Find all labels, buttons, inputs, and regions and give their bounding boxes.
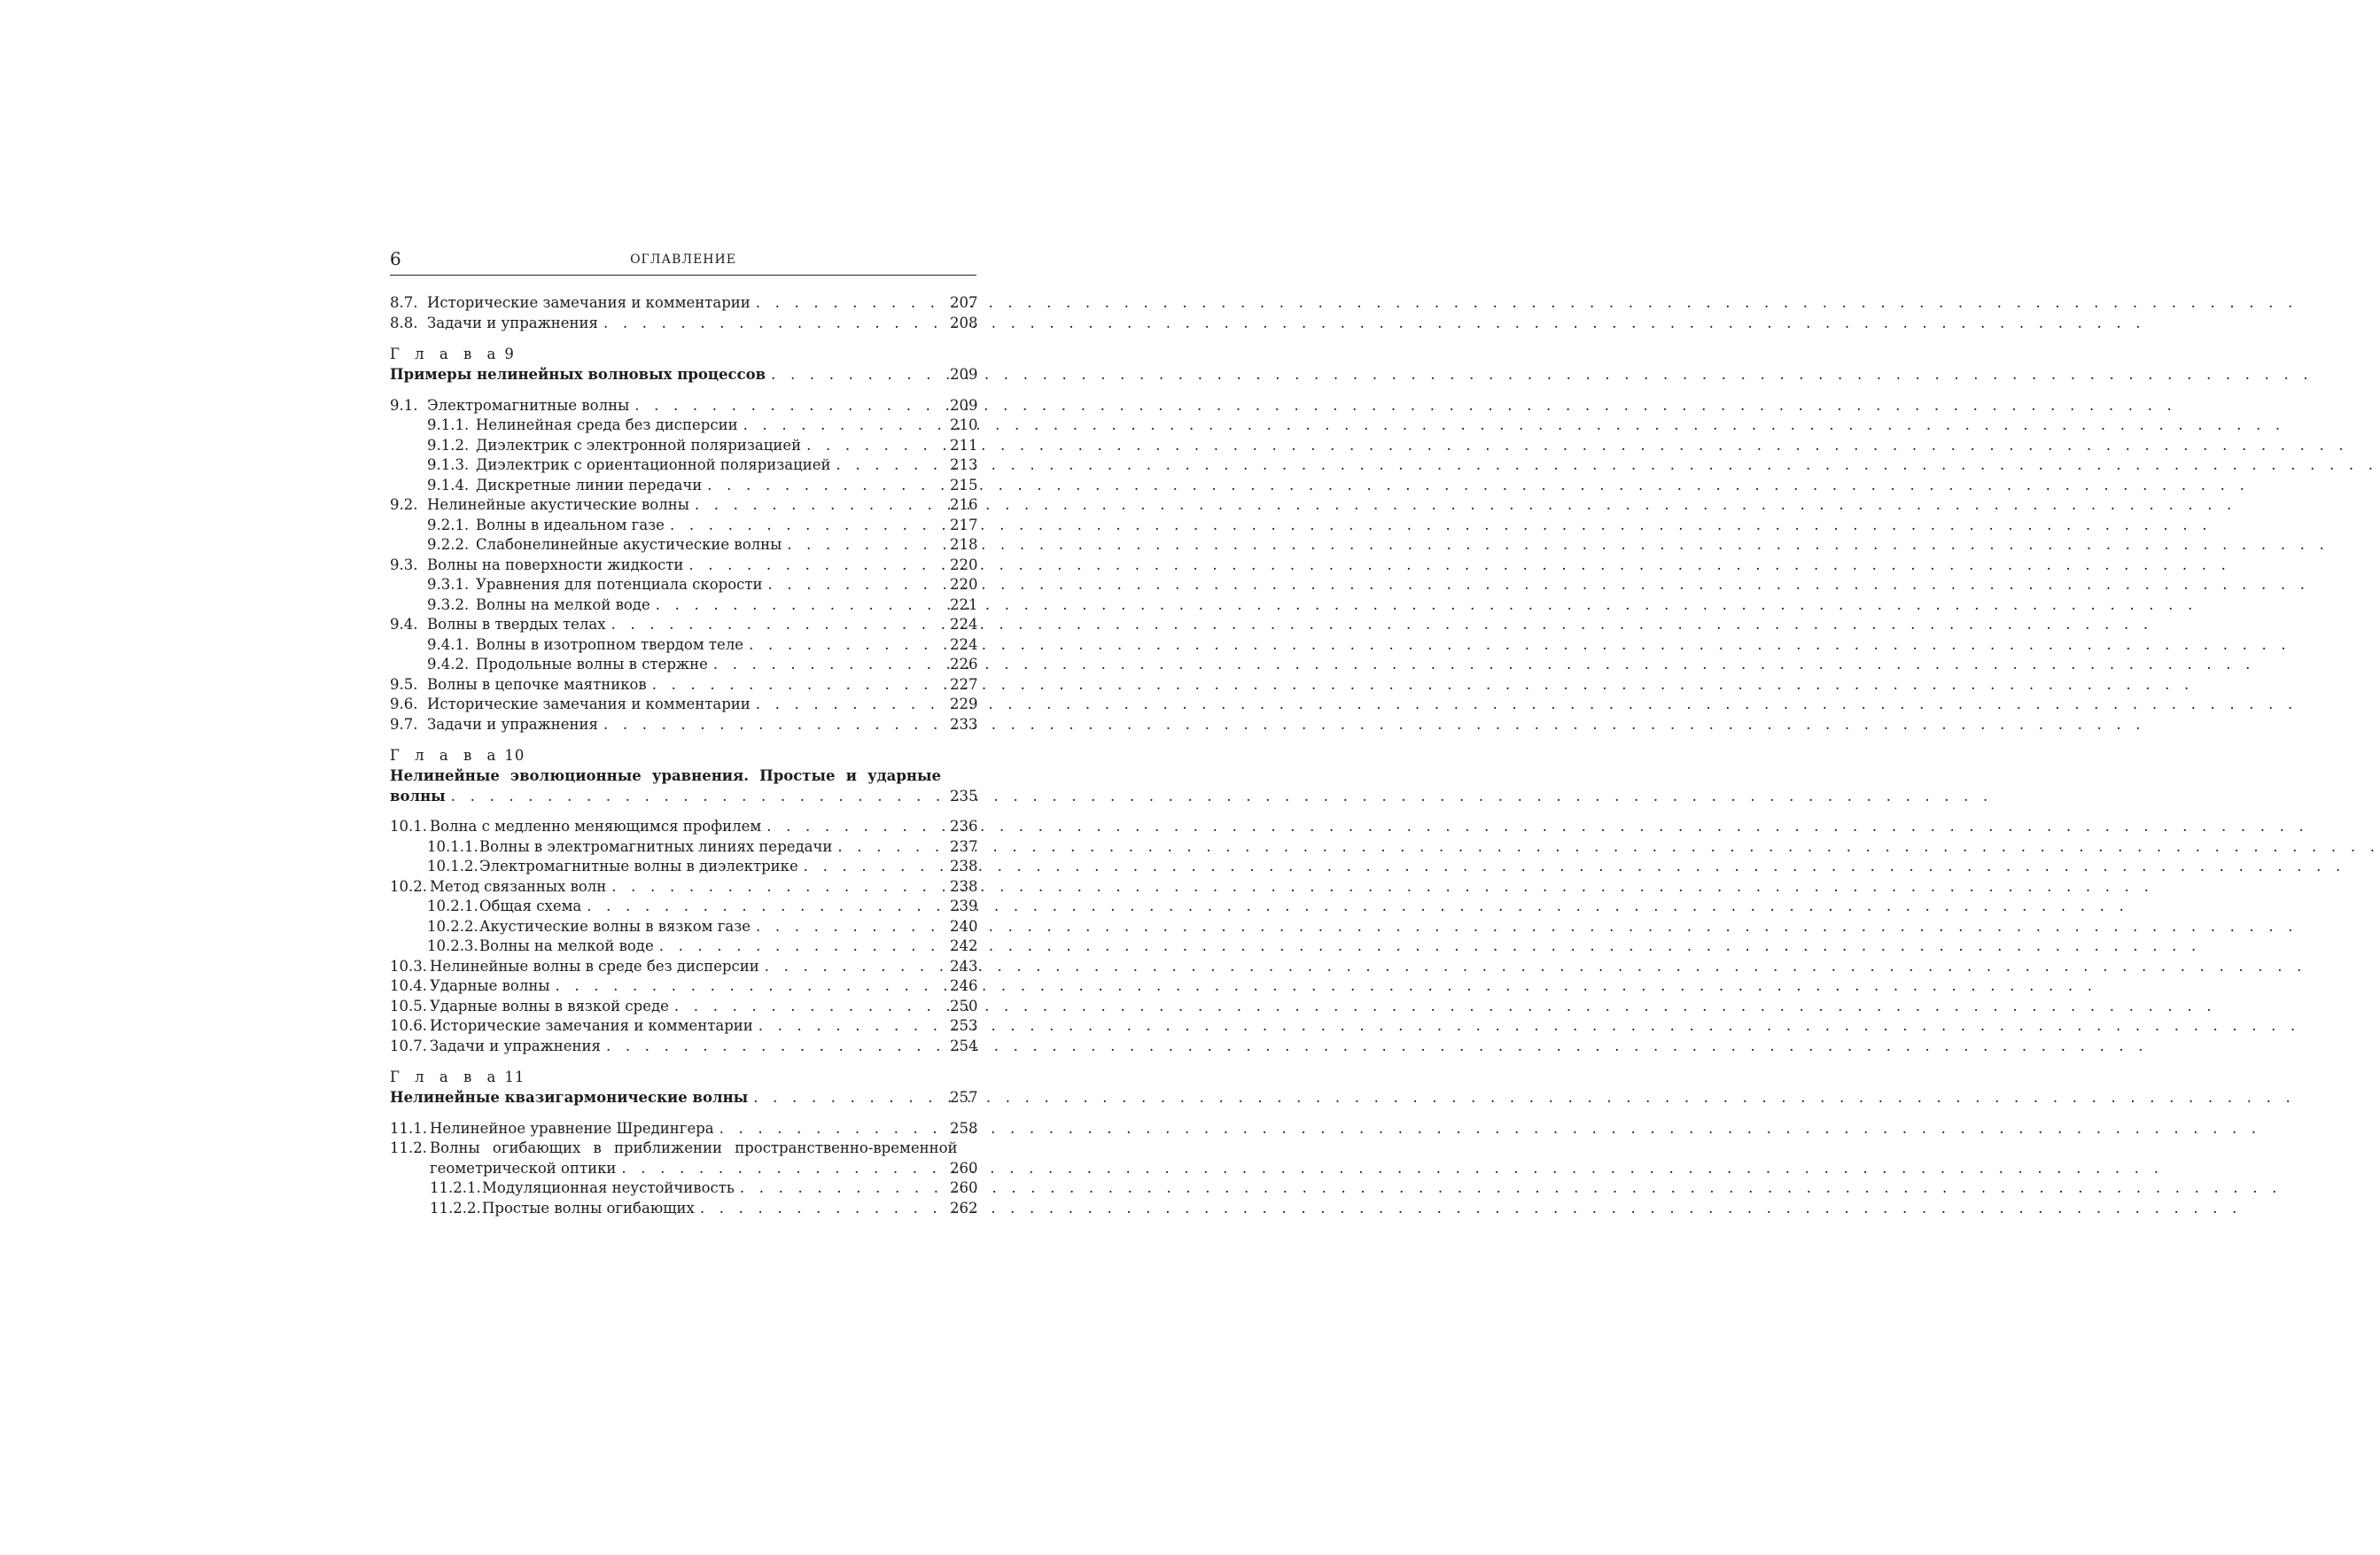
chapter-heading[interactable] <box>390 1088 976 1108</box>
toc-subentry[interactable]: 9.1.4. Дискретные линии передачи . . . 215 <box>390 476 976 496</box>
toc-entry[interactable]: 9.1. Электромагнитные волны . . . 209 <box>390 396 976 416</box>
chapter-title-cont: волны <box>390 787 446 805</box>
entry-number: 8.8. <box>390 314 418 331</box>
toc-subentry[interactable]: 9.4.2. Продольные волны в стержне . . . 226 <box>390 655 976 675</box>
toc-entry[interactable]: 9.7. Задачи и упражнения . . . 233 <box>390 715 976 735</box>
table-of-contents <box>390 293 976 1218</box>
toc-subentry[interactable]: 9.4.1. Волны в изотропном твердом теле . . . 224 <box>390 635 976 656</box>
toc-entry[interactable]: 9.5. Волны в цепочке маятников . . . 227 <box>390 675 976 696</box>
toc-entry[interactable]: 10.5. Ударные волны в вязкой среде . . . 250 <box>390 997 976 1017</box>
toc-subentry[interactable]: 10.2.2.Акустические волны в вязком газе . . . 240 <box>390 917 976 937</box>
toc-entry[interactable]: 10.7. Задачи и упражнения . . . 254 <box>390 1037 976 1057</box>
toc-page <box>390 246 976 1218</box>
chapter-heading[interactable] <box>390 365 976 385</box>
chapter-heading[interactable] <box>390 787 976 807</box>
toc-subentry[interactable]: 9.2.2. Слабонелинейные акустические волны . . . 218 <box>390 535 976 556</box>
toc-entry-cont[interactable]: геометрической оптики . . . 260 <box>390 1159 976 1179</box>
toc-entry[interactable]: 10.6. Исторические замечания и комментарии . . . 253 <box>390 1016 976 1037</box>
toc-entry[interactable]: 9.4. Волны в твердых телах . . . 224 <box>390 615 976 635</box>
entry-page: 208 <box>950 314 978 331</box>
toc-subentry[interactable]: 10.1.1.Волны в электромагнитных линиях передачи . . . 237 <box>390 837 976 858</box>
toc-entry[interactable]: 11.1. Нелинейное уравнение Шредингера . . . 258 <box>390 1119 976 1139</box>
toc-subentry[interactable]: 9.3.2. Волны на мелкой воде . . . 221 <box>390 595 976 616</box>
toc-entry[interactable]: 10.4. Ударные волны . . . 246 <box>390 976 976 997</box>
chapter-title: Нелинейные квазигармонические волны <box>390 1089 749 1106</box>
toc-entry[interactable]: 9.2. Нелинейные акустические волны . . . 216 <box>390 495 976 516</box>
page-header <box>390 246 976 276</box>
toc-entry[interactable]: 11.2. Волны огибающих в приближении пространственно-временной <box>390 1139 958 1156</box>
entry-number: 8.7. <box>390 294 418 311</box>
entry-title: Исторические замечания и комментарии <box>427 294 751 311</box>
toc-subentry[interactable]: 10.1.2.Электромагнитные волны в диэлектрике . . . 238 <box>390 857 976 877</box>
toc-subentry[interactable]: 11.2.1.Модуляционная неустойчивость . . . 260 <box>390 1178 976 1199</box>
running-title: ОГЛАВЛЕНИЕ <box>630 253 736 267</box>
chapter-label: Г л а в а 10 <box>390 747 525 764</box>
chapter-page: 257 <box>950 1089 978 1106</box>
chapter-page: 209 <box>950 366 978 383</box>
toc-subentry[interactable]: 10.2.1.Общая схема . . . 239 <box>390 897 976 917</box>
page-number: 6 <box>390 248 401 269</box>
toc-entry[interactable]: 10.1. Волна с медленно меняющимся профилем . . . 236 <box>390 817 976 837</box>
toc-entry[interactable]: 9.6. Исторические замечания и комментарии . . . 229 <box>390 695 976 715</box>
toc-subentry[interactable]: 9.1.1. Нелинейная среда без дисперсии . . . 210 <box>390 416 976 436</box>
toc-subentry[interactable]: 11.2.2.Простые волны огибающих . . . 262 <box>390 1199 976 1219</box>
chapter-title[interactable]: Нелинейные эволюционные уравнения. Простые и ударные <box>390 767 941 784</box>
entry-title: Задачи и упражнения <box>427 314 598 331</box>
chapter-label: Г л а в а 9 <box>390 346 515 362</box>
toc-entry[interactable] <box>390 293 976 314</box>
chapter-title: Примеры нелинейных волновых процессов <box>390 366 766 383</box>
chapter-label: Г л а в а 11 <box>390 1069 525 1085</box>
toc-subentry[interactable]: 9.3.1. Уравнения для потенциала скорости . . . 220 <box>390 575 976 595</box>
toc-subentry[interactable]: 9.1.3. Диэлектрик с ориентационной поляризацией . . . 213 <box>390 455 976 476</box>
toc-subentry[interactable]: 10.2.3.Волны на мелкой воде . . . 242 <box>390 937 976 957</box>
toc-subentry[interactable]: 9.2.1. Волны в идеальном газе . . . 217 <box>390 516 976 536</box>
chapter-page: 235 <box>950 787 978 805</box>
toc-subentry[interactable]: 9.1.2. Диэлектрик с электронной поляризацией . . . 211 <box>390 436 976 456</box>
toc-entry[interactable]: 10.3. Нелинейные волны в среде без дисперсии . . . 243 <box>390 957 976 977</box>
toc-entry[interactable] <box>390 314 976 334</box>
toc-entry[interactable]: 9.3. Волны на поверхности жидкости . . . 220 <box>390 556 976 576</box>
entry-page: 207 <box>950 294 978 311</box>
toc-entry[interactable]: 10.2. Метод связанных волн . . . 238 <box>390 877 976 898</box>
